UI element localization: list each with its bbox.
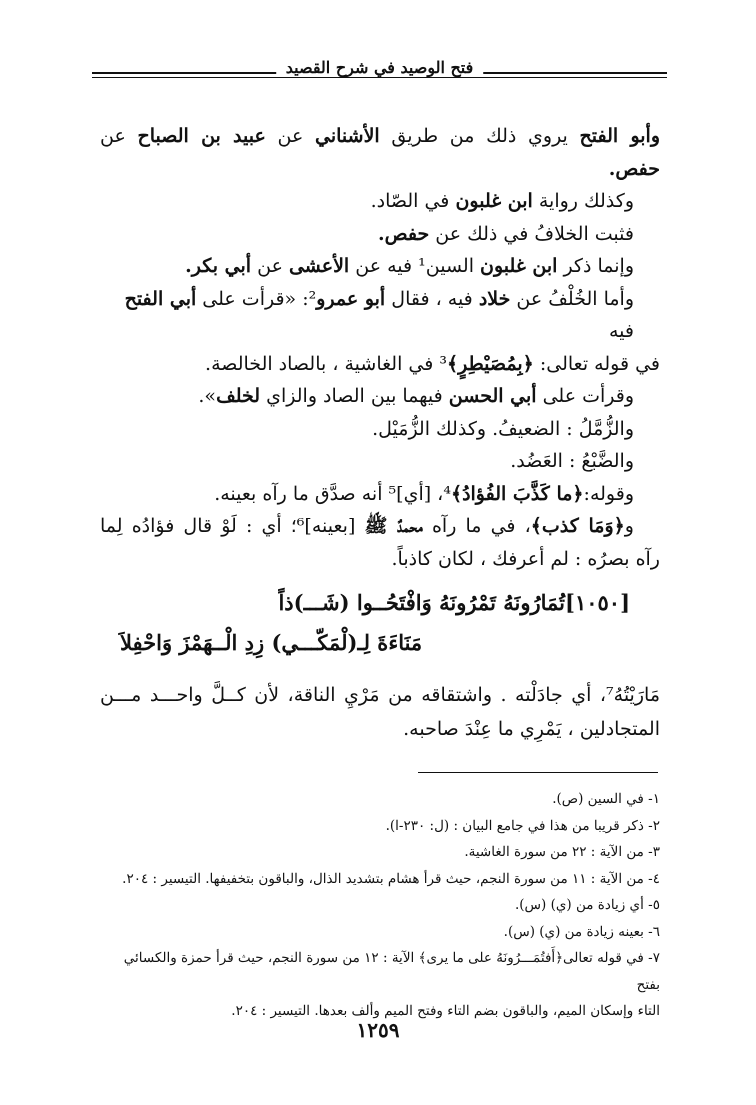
name-alushnani: الأشناني: [315, 125, 380, 147]
text-line: [100, 218, 660, 251]
name-abu-alfath: وأبو الفتح: [579, 125, 660, 147]
footnote-separator: [418, 772, 658, 773]
text-run: والضَّبْعُ : العَضُد.: [510, 450, 634, 472]
name-abu-bakr: أبي بكر.: [185, 255, 252, 277]
text-line: [100, 153, 660, 186]
text-run: والزُّمَّلُ : الضعيفُ. وكذلك الزُّمَيْل.: [372, 417, 634, 440]
footnote: ٥- أي زيادة من (ي) (س).: [515, 897, 660, 913]
footnote: ٣- من الآية : ٢٢ من سورة الغاشية.: [464, 844, 660, 860]
name-abu-alfath: أبي الفتح: [124, 287, 197, 310]
text-run: ».: [198, 385, 217, 407]
text-run: [بعينه]⁶؛ أي : لَوْ قال فؤادُه لِما: [100, 515, 365, 537]
running-header: [92, 56, 667, 90]
text-line: [100, 120, 660, 153]
quran-quote: ﴿ما كَذَّبَ الفُؤادُ﴾: [450, 482, 584, 505]
verse-hemistich-1: تُمَارُونَهُ تَمْرُونَهُ وَافْتَحُــوا (شَـــ)ذاً: [278, 590, 565, 615]
text-run: وقوله:: [583, 482, 634, 505]
footnote: التاء وإسكان الميم، والباقون بضم التاء وفتح الميم وألف بعدها. التيسير : ٢٠٤.: [231, 1003, 660, 1019]
name-ibn-ghalbun: ابن غلبون: [480, 255, 558, 277]
text-run: السين¹ فيه عن: [349, 255, 481, 277]
text-line: [100, 283, 660, 348]
text-run: ، في ما رآه: [422, 515, 531, 537]
footnote: ٦- بعينه زيادة من (ي) (س).: [503, 923, 660, 940]
text-run: عن: [251, 255, 289, 277]
footnote: ٤- من الآية : ١١ من سورة النجم، حيث قرأ هشام بتشديد الذال، والباقون بتخفيفها. التيسير : ٢٠٤.: [122, 870, 660, 887]
text-line: [100, 185, 660, 218]
text-run: و: [624, 515, 634, 537]
text-line: [100, 380, 660, 413]
main-text: [100, 120, 660, 575]
text-line: مَارَيْتُهُ⁷، أي جادَلْته . واشتقاقه من مَرْيِ الناقة، لأن كــلَّ واحـــد مـــن: [100, 684, 660, 706]
text-line: [100, 543, 660, 576]
quran-quote: ﴿وَمَا كذب﴾: [530, 515, 625, 537]
verse-line-2: [100, 630, 660, 655]
text-run: عن: [100, 125, 138, 147]
text-line: [100, 413, 660, 446]
name-muhammad: محمدٌ ﷺ: [364, 515, 423, 537]
text-run: في قوله تعالى:: [533, 352, 660, 375]
name-khallad: خلاد: [478, 287, 511, 310]
name-hafs: حفص.: [608, 157, 660, 180]
running-header-title: فتح الوصيد في شرح القصيد: [276, 58, 484, 77]
text-line: [100, 250, 660, 283]
text-run: وإنما ذكر: [557, 255, 634, 277]
text-run: فيه ، فقال: [385, 287, 479, 310]
verse-hemistich-2: مَنَاءَةَ لِـ(لْمَكّـــي) زِدِ الْــهَمْزَ وَاحْفِلاَ: [120, 630, 423, 655]
text-run: في الصّاد.: [370, 190, 456, 212]
name-ibn-ghalbun: ابن غلبون: [455, 190, 533, 212]
verse-explanation: [100, 678, 660, 746]
header-rule-thin: [92, 77, 667, 78]
name-alashaa: الأعشى: [288, 255, 350, 277]
text-run: وكذلك رواية: [532, 190, 634, 212]
footnote: ٧- في قوله تعالى﴿أَفتُمَـــرُونَهُ على ما يرى﴾ الآية : ١٢ من سورة النجم، حيث قرأ حمزة والكسائي بفتح: [123, 950, 660, 993]
footnote: ٢- ذكر قريبا من هذا في جامع البيان : (ل: ٢٣٠-ا).: [385, 817, 660, 834]
text-run: وأما الخُلْفُ عن: [510, 287, 634, 310]
text-line: [100, 348, 660, 381]
name-ubayd: عبيد بن الصباح: [137, 125, 266, 147]
page-number: ١٢٥٩: [356, 1018, 400, 1042]
text-run: فثبت الخلافُ في ذلك عن: [429, 222, 634, 245]
text-run: عن: [265, 125, 315, 147]
name-khalaf: لخلف: [216, 385, 261, 407]
name-abu-amr: أبو عمرو: [316, 287, 386, 310]
text-line: [100, 445, 660, 478]
name-hafs: حفص.: [377, 222, 430, 245]
text-run: يروي ذلك من طريق: [379, 125, 580, 147]
quran-quote: ﴿بِمُصَيْطِرٍ﴾: [446, 352, 534, 375]
text-run: فيهما بين الصاد والزاي: [260, 385, 449, 407]
text-line: [100, 478, 660, 511]
footnotes: [100, 786, 660, 1025]
text-run: ³ في الغاشية ، بالصاد الخالصة.: [205, 352, 447, 375]
verse-number: [١٠٥٠]: [565, 590, 630, 615]
text-line: [100, 510, 660, 543]
footnote: ١- في السين (ص).: [552, 791, 660, 807]
text-run: ⁴، [أي]⁵ أنه صدَّق ما رآه بعينه.: [214, 482, 451, 505]
text-run: ²: «قرأت على: [196, 287, 317, 310]
text-run: وقرأت على: [536, 385, 634, 407]
text-line: المتجادلين ، يَمْرِي ما عِنْدَ صاحبه.: [403, 718, 660, 740]
name-abu-alhasan: أبي الحسن: [448, 385, 537, 407]
text-run: رآه بصرُه : لم أعرفك ، لكان كاذباً.: [391, 547, 660, 570]
verse-line-1: [100, 590, 660, 615]
text-run: فيه: [608, 320, 634, 342]
